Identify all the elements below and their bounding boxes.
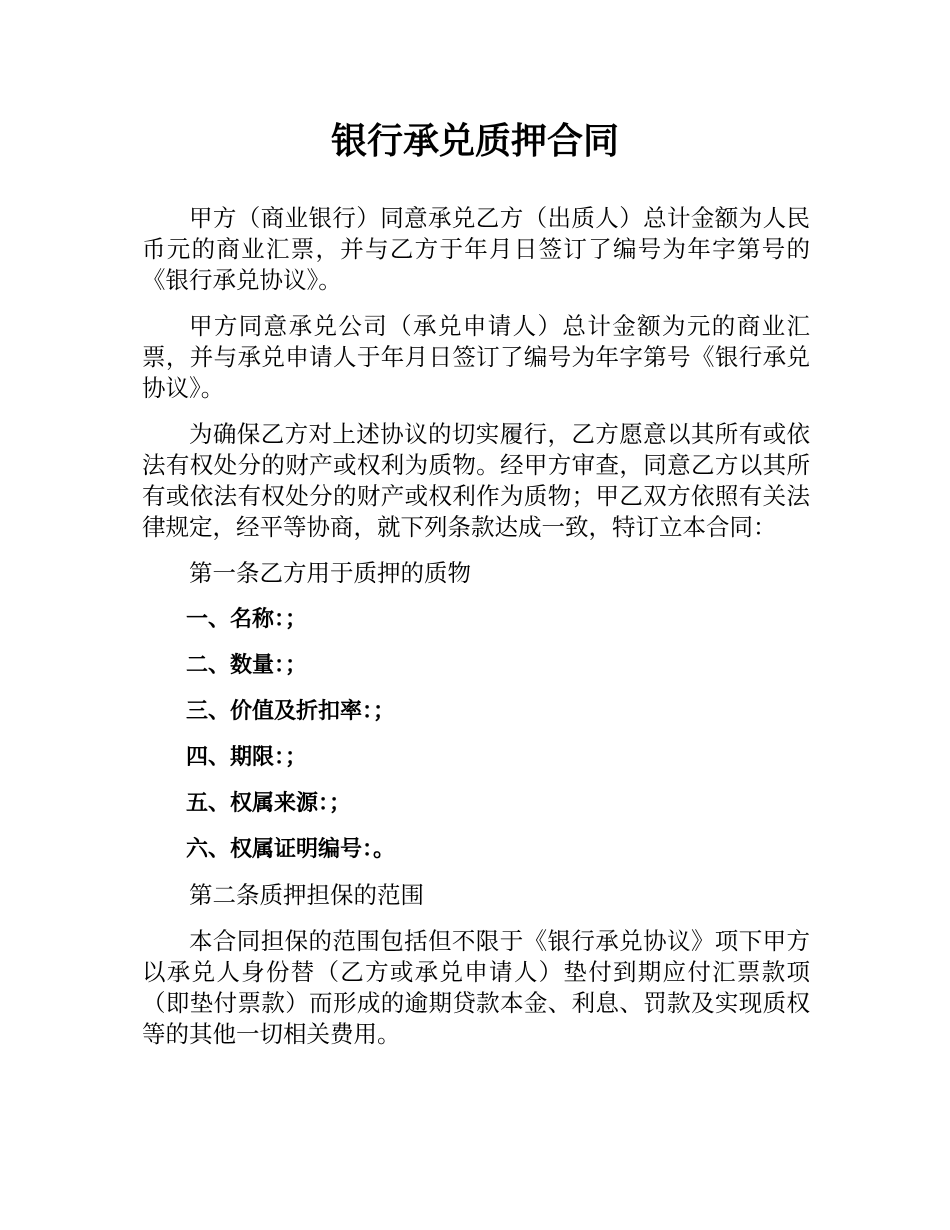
article-1-item-name: 一、名称：； — [186, 607, 308, 632]
article-1-item-term: 四、期限：； — [186, 745, 308, 770]
intro-paragraph-1: 甲方（商业银行）同意承兑乙方（出质人）总计金额为人民币元的商业汇票，并与乙方于年月日签订了编号为年字第号的《银行承兑协议》。 — [142, 204, 810, 294]
intro-paragraph-2: 甲方同意承兑公司（承兑申请人）总计金额为元的商业汇票，并与承兑申请人于年月日签订了编号为年字第号《银行承兑协议》。 — [142, 312, 810, 402]
document-body — [142, 203, 810, 1065]
article-1-item-value: 三、价值及折扣率：； — [186, 699, 396, 724]
document-title: 银行承兑质押合同 — [330, 121, 619, 162]
intro-paragraph-3: 为确保乙方对上述协议的切实履行，乙方愿意以其所有或依法有权处分的财产或权利为质物。经甲方审查，同意乙方以其所有或依法有权处分的财产或权利作为质物；甲乙双方依照有关法律规定，经平等协商，就下列条款达成一致，特订立本合同： — [142, 420, 810, 541]
article-1-item-quantity: 二、数量：； — [186, 653, 308, 678]
article-1-heading: 第一条乙方用于质押的质物 — [189, 559, 471, 587]
article-1-item-source: 五、权属来源：； — [186, 791, 352, 816]
article-1-item-certificate: 六、权属证明编号：。 — [186, 837, 396, 862]
article-2-heading: 第二条质押担保的范围 — [189, 881, 424, 909]
article-2-paragraph: 本合同担保的范围包括但不限于《银行承兑协议》项下甲方以承兑人身份替（乙方或承兑申请人）垫付到期应付汇票款项（即垫付票款）而形成的逾期贷款本金、利息、罚款及实现质权等的其他一切相关费用。 — [142, 927, 810, 1048]
